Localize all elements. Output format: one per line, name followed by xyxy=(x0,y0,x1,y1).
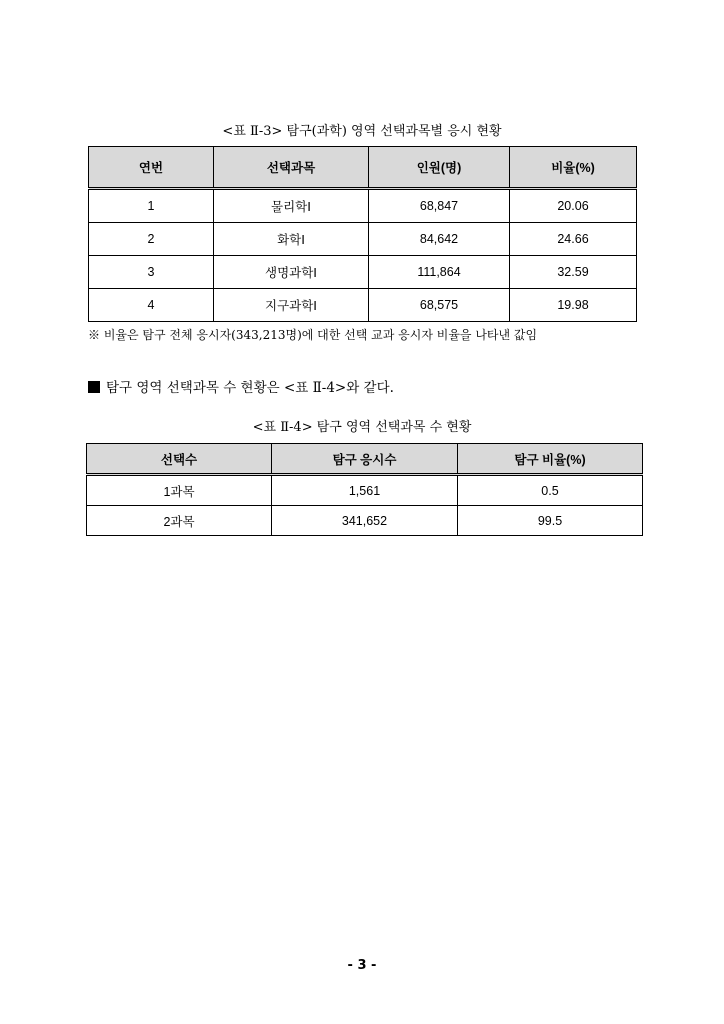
table-cell: 0.5 xyxy=(458,475,643,506)
column-header: 비율(%) xyxy=(510,147,637,189)
column-header: 선택과목 xyxy=(214,147,369,189)
table-cell: 99.5 xyxy=(458,506,643,536)
science-subject-table xyxy=(88,146,637,322)
table-cell: 32.59 xyxy=(510,256,637,289)
table-cell: 4 xyxy=(89,289,214,322)
table-row xyxy=(89,289,637,322)
table-cell: 1과목 xyxy=(87,475,272,506)
table-cell: 1 xyxy=(89,189,214,223)
table-cell: 1,561 xyxy=(272,475,458,506)
column-header: 탐구 응시수 xyxy=(272,444,458,475)
table1-caption: <표 Ⅱ-3> 탐구(과학) 영역 선택과목별 응시 현황 xyxy=(222,124,502,139)
table-header-row xyxy=(89,147,637,189)
table2-caption: <표 Ⅱ-4> 탐구 영역 선택과목 수 현황 xyxy=(252,420,472,435)
table-cell: 24.66 xyxy=(510,223,637,256)
bullet-paragraph xyxy=(88,376,394,396)
page-number: - 3 - xyxy=(347,958,377,973)
table-cell: 111,864 xyxy=(369,256,510,289)
table-cell: 84,642 xyxy=(369,223,510,256)
table-row xyxy=(87,506,643,536)
column-header: 탐구 비율(%) xyxy=(458,444,643,475)
column-header: 선택수 xyxy=(87,444,272,475)
column-header: 인원(명) xyxy=(369,147,510,189)
table-cell: 20.06 xyxy=(510,189,637,223)
table-cell: 지구과학Ⅰ xyxy=(214,289,369,322)
column-header: 연번 xyxy=(89,147,214,189)
table-cell: 2과목 xyxy=(87,506,272,536)
table-row xyxy=(87,475,643,506)
table-cell: 3 xyxy=(89,256,214,289)
table-cell: 19.98 xyxy=(510,289,637,322)
table-row xyxy=(89,189,637,223)
table-cell: 화학Ⅰ xyxy=(214,223,369,256)
table-cell: 341,652 xyxy=(272,506,458,536)
subject-count-table xyxy=(86,443,643,536)
table-cell: 68,847 xyxy=(369,189,510,223)
table-cell: 2 xyxy=(89,223,214,256)
table-cell: 물리학Ⅰ xyxy=(214,189,369,223)
table-row xyxy=(89,223,637,256)
table1-note: ※ 비율은 탐구 전체 응시자(343,213명)에 대한 선택 교과 응시자 비율을 나타낸 값임 xyxy=(88,328,538,342)
bullet-text: 탐구 영역 선택과목 수 현황은 <표 Ⅱ-4>와 같다. xyxy=(106,380,394,396)
table-row xyxy=(89,256,637,289)
table-cell: 68,575 xyxy=(369,289,510,322)
table-cell: 생명과학Ⅰ xyxy=(214,256,369,289)
black-square-bullet-icon xyxy=(88,381,100,393)
table-header-row xyxy=(87,444,643,475)
